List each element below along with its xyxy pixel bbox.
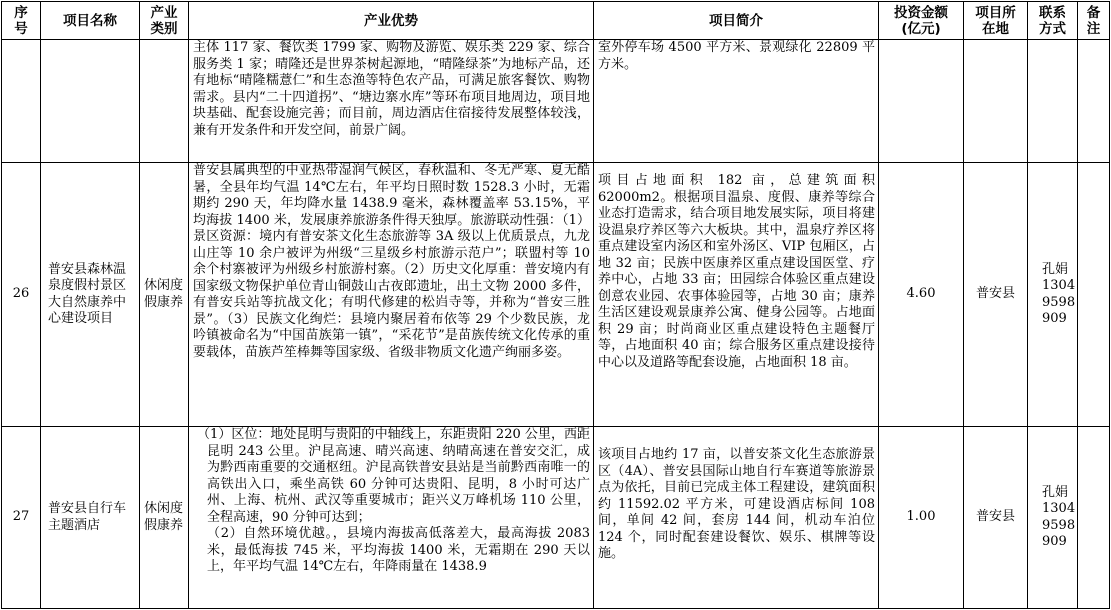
header-contact: 联系方式 xyxy=(1028,2,1078,40)
row-location: 普安县 xyxy=(964,427,1028,609)
row-contact: 孔娟 1304 9598 909 xyxy=(1028,163,1078,427)
header-category: 产业类别 xyxy=(140,2,189,40)
row-location: 普安县 xyxy=(964,163,1028,427)
header-investment: 投资金额(亿元) xyxy=(879,2,964,40)
row-location xyxy=(964,40,1028,163)
row-name: 普安县自行车主题酒店 xyxy=(41,427,140,609)
table-row xyxy=(2,427,1110,609)
row-seq xyxy=(2,40,41,163)
row-advantage xyxy=(189,163,594,427)
row-category: 休闲度假康养 xyxy=(140,163,189,427)
intro-text: 室外停车场 4500 平方米、景观绿化 22809 平方米。 xyxy=(598,40,875,72)
row-name xyxy=(41,40,140,163)
row-remark xyxy=(1078,427,1110,609)
header-row xyxy=(2,2,1110,40)
row-contact: 孔娟 1304 9598 909 xyxy=(1028,427,1078,609)
row-contact xyxy=(1028,40,1078,163)
intro-text: 项目占地面积 182 亩，总建筑面积 62000m2。根据项目温泉、度假、康养等综合业态打造需求，结合项目地发展实际，项目将建设温泉疗养区等六大板块。其中，温泉疗养区将重点建设室内汤区和室外汤区、VIP 包厢区，占地 32 亩；民族中医康养区重点建设国医堂、疗养中心，占地 33 亩；田园综合体验区重点建设创意农业园、农事体验园等，占地 30 亩；康养生活区建设观景康养公寓、健身公园等。占地面积 29 亩；时尚商业区重点建设特色主题餐厅等，占地面积 40 亩；综合服务区重点建设接待中心以及道路等配套设施，占地面积 18 亩。 xyxy=(598,173,875,370)
row-advantage xyxy=(189,40,594,163)
advantage-text: 主体 117 家、餐饮类 1799 家、购物及游览、娱乐类 229 家、综合服务类 1 家；晴隆还是世界茶树起源地，“晴隆绿茶”为地标产品，还有地标“晴隆糯薏仁”和生态渔等特色农产品，可满足旅客餐饮、购物需求。县内“二十四道拐”、“塘边寨水库”等环布项目地周边，项目地块基础、配套设施完善；而目前，周边酒店住宿接待发展整体较浅，兼有开发条件和开发空间，前景广阔。 xyxy=(193,40,590,138)
header-seq: 序号 xyxy=(2,2,41,40)
row-category: 休闲度假康养 xyxy=(140,427,189,609)
header-location: 项目所在地 xyxy=(964,2,1028,40)
row-investment xyxy=(879,40,964,163)
row-name: 普安县森林温泉度假村景区大自然康养中心建设项目 xyxy=(41,163,140,427)
row-remark xyxy=(1078,40,1110,163)
intro-text: 该项目占地约 17 亩，以普安茶文化生态旅游景区（4A）、普安县国际山地自行车赛道等旅游景点为依托，目前已完成主体工程建设，建筑面积约 11592.02 平方米，可建设酒店标间 108 间，单间 42 间，套房 144 间，机动车泊位 124 个，同时配套建设餐饮、娱乐、棋牌等设施。 xyxy=(598,447,875,561)
table-row xyxy=(2,40,1110,163)
row-intro xyxy=(594,40,879,163)
advantage-text: （1）区位：地处昆明与贵阳的中轴线上，东距贵阳 220 公里，西距昆明 243 公里。沪昆高速、晴兴高速、纳晴高速在普安交汇，成为黔西南重要的交通枢纽。沪昆高铁普安县站是当前黔西南唯一的高铁出入口，乘坐高铁 60 分钟可达贵阳、昆明，8 小时可达广州、上海、杭州、武汉等重要城市；距兴义万峰机场 110 公里，全程高速，90 分钟可达到； （2）自然环境优越。，县境内海拔高低落差大，最高海拔 2083 米，最低海拔 745 米，平均海拔 1400 米，无霜期在 290 天以上，年平均气温 14℃左右，年降雨量在 1438.9 xyxy=(197,427,590,574)
row-investment: 1.00 xyxy=(879,427,964,609)
header-name: 项目名称 xyxy=(41,2,140,40)
table-row xyxy=(2,163,1110,427)
row-intro xyxy=(594,163,879,427)
project-table xyxy=(1,1,1110,609)
row-seq: 26 xyxy=(2,163,41,427)
advantage-text: 普安县属典型的中亚热带湿润气候区，春秋温和、冬无严寒、夏无酷暑，全县年均气温 14℃左右，年平均日照时数 1528.3 小时，无霜期约 290 天，年均降水量 1438.9 毫米，森林覆盖率 53.15%，平均海拔 1400 米，发展康养旅游条件得天独厚。旅游联动性强：（1）景区资源：境内有普安茶文化生态旅游等 3A 级以上优质景点，九龙山庄等 10 余户被评为州级“三星级乡村旅游示范户”；联盟村等 10 余个村寨被评为州级乡村旅游村寨。（2）历史文化厚重：普安境内有国家级文物保护单位青山铜鼓山古夜郎遗址，出土文物 2000 多件，有普安兵站等抗战文化；有明代修建的松岿寺等，并称为“普安三胜景”。（3）民族文化绚烂：县境内聚居着布依等 29 个少数民族，龙吟镇被命名为“中国苗族第一镇”，“采花节”是苗族传统文化传承的重要载体，苗族芦笙棒舞等国家级、省级非物质文化遗产绚丽多姿。 xyxy=(193,163,590,360)
row-remark xyxy=(1078,163,1110,427)
row-seq: 27 xyxy=(2,427,41,609)
header-advantage: 产业优势 xyxy=(189,2,594,40)
header-intro: 项目简介 xyxy=(594,2,879,40)
row-investment: 4.60 xyxy=(879,163,964,427)
row-category xyxy=(140,40,189,163)
row-advantage xyxy=(189,427,594,609)
header-remark: 备注 xyxy=(1078,2,1110,40)
row-intro xyxy=(594,427,879,609)
